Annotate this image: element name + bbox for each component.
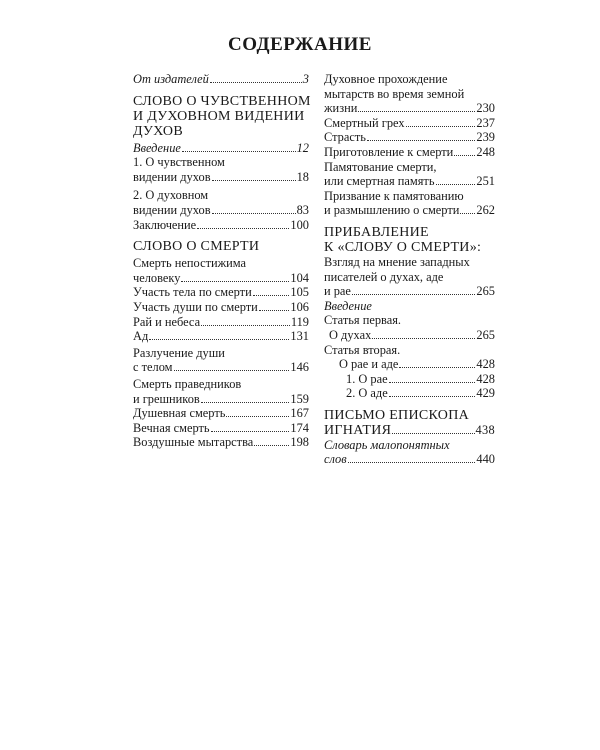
entry-text: Взгляд на мнение западных — [324, 254, 470, 269]
toc-left-column — [133, 72, 309, 450]
entry-text: Участь души по смерти — [133, 299, 258, 314]
section-heading-bishop-letter[interactable] — [324, 408, 495, 438]
leader-dots — [211, 431, 290, 432]
toc-entry-on-hell[interactable] — [324, 386, 495, 401]
page-number: 251 — [476, 174, 495, 189]
page-number: 248 — [476, 144, 495, 159]
toc-entry-paradise-heavens[interactable] — [133, 315, 309, 330]
toc-entry-body-fate[interactable] — [133, 285, 309, 300]
entry-text: и размышлению о смерти — [324, 203, 460, 218]
entry-text: и грешников — [133, 391, 200, 406]
entry-text: Вечная смерть — [133, 420, 210, 435]
entry-text: Смерть праведников — [133, 376, 242, 391]
page-number: 262 — [476, 203, 495, 218]
entry-text: человеку — [133, 270, 181, 285]
leader-dots — [210, 82, 302, 83]
entry-text: 1. О рае — [346, 371, 388, 386]
leader-dots — [454, 155, 475, 156]
page-number: 174 — [290, 420, 309, 435]
entry-text: 2. О духовном — [133, 188, 209, 203]
page-number: 119 — [290, 314, 309, 329]
heading-line: К «СЛОВУ О СМЕРТИ»: — [324, 239, 482, 255]
toc-entry-article-one[interactable] — [324, 313, 495, 342]
entry-text: мытарств во время земной — [324, 86, 465, 101]
entry-text: Страсть — [324, 130, 366, 145]
entry-text: Участь тела по смерти — [133, 285, 252, 300]
page-number: 440 — [476, 452, 495, 467]
toc-entry-dictionary[interactable] — [324, 438, 495, 467]
leader-dots — [149, 339, 289, 340]
page-number: 104 — [290, 270, 309, 285]
toc-entry-eternal-death[interactable] — [133, 421, 309, 436]
page-number: 428 — [476, 357, 495, 372]
leader-dots — [226, 416, 289, 417]
page-number: 429 — [476, 386, 495, 401]
page-title: СОДЕРЖАНИЕ — [228, 34, 372, 55]
page-number: 18 — [296, 169, 309, 184]
page-number: 146 — [290, 360, 309, 375]
section-heading-word-on-death[interactable]: СЛОВО О СМЕРТИ — [133, 239, 260, 255]
leader-dots — [174, 370, 290, 371]
leader-dots — [367, 140, 475, 141]
page-number: 239 — [476, 130, 495, 145]
toc-entry-call-to-remembrance[interactable] — [324, 189, 495, 218]
leader-dots — [460, 213, 475, 214]
heading-line: ПРИБАВЛЕНИЕ — [324, 224, 429, 240]
entry-text: Рай и небеса — [133, 314, 201, 329]
leader-dots — [182, 151, 296, 152]
entry-text: или смертная память — [324, 174, 435, 189]
leader-dots — [212, 180, 296, 181]
leader-dots — [389, 396, 476, 397]
entry-text: с телом — [133, 360, 173, 375]
toc-entry-remembrance-of-death[interactable] — [324, 160, 495, 189]
toc-entry-appendix-introduction[interactable]: Введение — [324, 298, 372, 313]
page-number: 265 — [476, 327, 495, 342]
leader-dots — [201, 402, 290, 403]
toc-entry-righteous-sinners-death[interactable] — [133, 377, 309, 406]
heading-line: ДУХОВ — [133, 123, 183, 139]
leader-dots — [436, 184, 476, 185]
toc-entry-article-two[interactable] — [324, 343, 495, 372]
toc-entry-preparation-for-death[interactable] — [324, 145, 495, 160]
entry-text: Разлучение души — [133, 345, 225, 360]
leader-dots — [212, 213, 296, 214]
entry-text: О духах — [329, 327, 372, 342]
page-number: 159 — [290, 391, 309, 406]
leader-dots — [181, 281, 289, 282]
page-number: 428 — [476, 371, 495, 386]
leader-dots — [259, 310, 290, 311]
toc-entry-death-incomprehensible[interactable] — [133, 256, 309, 285]
entry-text: Памятование смерти, — [324, 159, 437, 174]
entry-text: Приготовление к смерти — [324, 144, 454, 159]
leader-dots — [358, 111, 475, 112]
entry-text: Смерть непостижима — [133, 256, 247, 271]
page-number: 237 — [476, 115, 495, 130]
toc-right-column — [324, 72, 495, 467]
leader-dots — [348, 462, 476, 463]
leader-dots — [406, 126, 476, 127]
leader-dots — [372, 338, 475, 339]
leader-dots — [254, 445, 289, 446]
entry-text: Душевная смерть — [133, 406, 226, 421]
entry-text: слов — [324, 452, 347, 467]
heading-line: ПИСЬМО ЕПИСКОПА — [324, 407, 470, 423]
page-number: 131 — [290, 329, 309, 344]
entry-text: Ад — [133, 329, 149, 344]
toc-entry-publishers[interactable] — [133, 72, 309, 87]
entry-text: Смертный грех — [324, 115, 405, 130]
page-number: 12 — [296, 140, 309, 155]
page-number: 438 — [475, 422, 495, 437]
entry-text: Статья первая. — [324, 313, 402, 328]
heading-line: СЛОВО О ЧУВСТВЕННОМ — [133, 93, 311, 109]
leader-dots — [201, 325, 290, 326]
entry-text: видении духов — [133, 169, 211, 184]
section-heading-appendix[interactable] — [324, 225, 495, 255]
entry-text: 2. О аде — [346, 386, 388, 401]
toc-entry-western-writers-view[interactable] — [324, 255, 495, 299]
page-number: 83 — [296, 202, 309, 217]
heading-line: И ДУХОВНОМ ВИДЕНИИ — [133, 108, 305, 124]
entry-text: Призвание к памятованию — [324, 188, 464, 203]
toc-entry-aerial-toll-houses[interactable] — [133, 435, 309, 450]
leader-dots — [389, 382, 476, 383]
toc-entry-spiritual-passage[interactable] — [324, 72, 495, 116]
page-number: 106 — [290, 299, 309, 314]
leader-dots — [253, 295, 290, 296]
entry-text: Словарь малопонятных — [324, 437, 450, 452]
toc-entry-soul-death[interactable] — [133, 406, 309, 421]
toc-entry-sensory-vision[interactable] — [133, 155, 309, 184]
toc-entry-passion[interactable] — [324, 130, 495, 145]
entry-text: Введение — [133, 140, 181, 155]
page-number: 105 — [290, 285, 309, 300]
page-number: 198 — [290, 435, 309, 450]
entry-text: 1. О чувственном — [133, 155, 225, 170]
entry-text: О рае и аде — [339, 357, 399, 372]
page-number: 167 — [290, 406, 309, 421]
entry-text: жизни — [324, 101, 358, 116]
entry-text: и рае — [324, 284, 351, 299]
toc-entry-introduction[interactable] — [133, 141, 309, 156]
page-number: 265 — [476, 284, 495, 299]
toc-entry-hell[interactable] — [133, 329, 309, 344]
toc-entry-on-paradise[interactable] — [324, 372, 495, 387]
leader-dots — [352, 294, 475, 295]
toc-entry-mortal-sin[interactable] — [324, 116, 495, 131]
heading-line: ИГНАТИЯ — [324, 422, 392, 438]
page-number: 100 — [290, 217, 309, 232]
page-number: 230 — [476, 101, 495, 116]
section-heading-sensory-spiritual[interactable] — [133, 94, 309, 139]
leader-dots — [392, 433, 474, 434]
entry-text: Заключение — [133, 217, 197, 232]
toc-entry-soul-fate[interactable] — [133, 300, 309, 315]
entry-text: Воздушные мытарства — [133, 435, 254, 450]
entry-text: Статья вторая. — [324, 342, 401, 357]
page-number: 3 — [302, 72, 309, 86]
toc-entry-spiritual-vision[interactable] — [133, 188, 309, 217]
leader-dots — [197, 228, 289, 229]
entry-text: писателей о духах, аде — [324, 269, 444, 284]
entry-text: Духовное прохождение — [324, 72, 448, 86]
toc-entry-conclusion[interactable] — [133, 218, 309, 233]
leader-dots — [399, 367, 475, 368]
entry-text: видении духов — [133, 202, 211, 217]
toc-entry-soul-separation[interactable] — [133, 346, 309, 375]
entry-text: От издателей — [133, 72, 209, 86]
